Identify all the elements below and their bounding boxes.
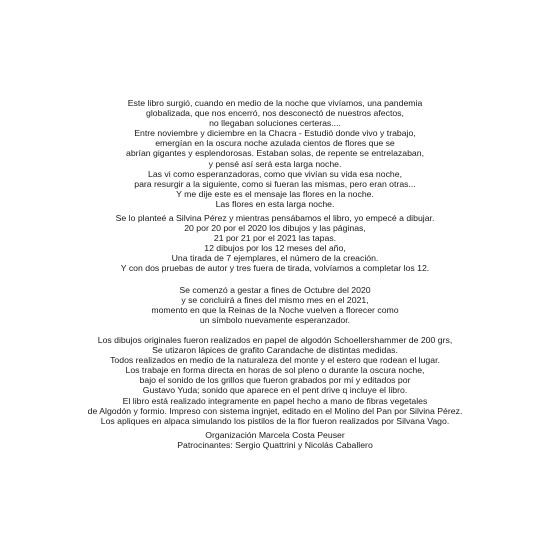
text-line: 20 por 20 por el 2020 los dibujos y las páginas, — [184, 223, 366, 234]
text-line: Una tirada de 7 ejemplares, el número de la creación. — [171, 253, 379, 264]
text-line: emergían en la oscura noche azulada cientos de flores que se — [155, 138, 395, 149]
text-line: Los trabaje en forma directa en horas de sol pleno o durante la oscura noche, — [125, 365, 425, 376]
paragraph-timeline — [60, 285, 490, 325]
text-line: Organización Marcela Costa Peuser — [205, 430, 345, 440]
text-line: Gustavo Yuda; sonido que aparece en el pent drive q incluye el libro. — [142, 385, 408, 396]
text-line: momento en que la Reinas de la Noche vuelven a florecer como — [151, 305, 399, 316]
text-line: Este libro surgió, cuando en medio de la noche que vivíamos, una pandemia — [127, 98, 423, 108]
text-line: bajo el sonido de los grillos que fueron grabados por mí y editados por — [139, 375, 411, 386]
text-line: Las vi como esperanzadoras, como que vivían su vida esa noche, — [147, 168, 402, 179]
paragraph-materials — [60, 335, 490, 426]
text-line: 12 dibujos por los 12 meses del año, — [204, 243, 346, 254]
text-line: Se utizaron lápices de grafito Carandache de distintas medidas. — [152, 345, 398, 356]
text-line: Todos realizados en medio de la naturaleza del monte y el estero que rodean el lugar. — [110, 355, 440, 366]
text-line: Se comenzó a gestar a fines de Octubre del 2020 — [179, 285, 371, 295]
text-line: Se lo planteé a Silvina Pérez y mientras pensábamos el libro, yo empecé a dibujar. — [115, 213, 435, 223]
text-line: para resurgir a la siguiente, como si fueran las mismas, pero eran otras... — [134, 178, 416, 189]
text-line: Los apliques en alpaca simulando los pistilos de la flor fueron realizados por Silvana Vago. — [100, 415, 450, 426]
text-line: Patrocinantes: Sergio Quattrini y Nicolás Caballero — [177, 440, 373, 451]
text-line: abrían gigantes y esplendorosas. Estaban solas, de repente se entrelazaban, — [126, 148, 424, 159]
paragraph-origin-story — [60, 98, 490, 209]
text-line: Los dibujos originales fueron realizados en papel de algodón Schoellershammer de 200 grs, — [97, 335, 453, 345]
paragraph-edition-details — [60, 213, 490, 274]
text-line: un símbolo nuevamente esperanzador. — [199, 315, 351, 326]
text-line: Y me dije este es el mensaje las flores en la noche. — [176, 188, 374, 199]
text-line: y se concluirá a fines del mismo mes en el 2021, — [181, 295, 369, 306]
text-line: El libro está realizado integramente en papel hecho a mano de fibras vegetales — [122, 395, 428, 406]
text-line: globalizada, que nos encerró, nos desconectó de nuestros afectos, — [146, 108, 404, 119]
paragraph-credits — [60, 430, 490, 450]
text-line: y pensé así será esta larga noche. — [208, 158, 342, 169]
text-line: de Algodón y formio. Impreso con sistema ingnjet, editado en el Molino del Pan por Silvina Pérez. — [87, 405, 463, 416]
text-line: Las flores en esta larga noche. — [215, 198, 335, 209]
text-line: Entre noviembre y diciembre en la Chacra - Estudió donde vivo y trabajo, — [134, 128, 416, 139]
text-line: Y con dos pruebas de autor y tres fuera de tirada, volvíamos a completar los 12. — [120, 263, 430, 274]
text-line: no llegaban soluciones certeras.... — [209, 118, 341, 129]
text-line: 21 por 21 por el 2021 las tapas. — [213, 233, 337, 244]
